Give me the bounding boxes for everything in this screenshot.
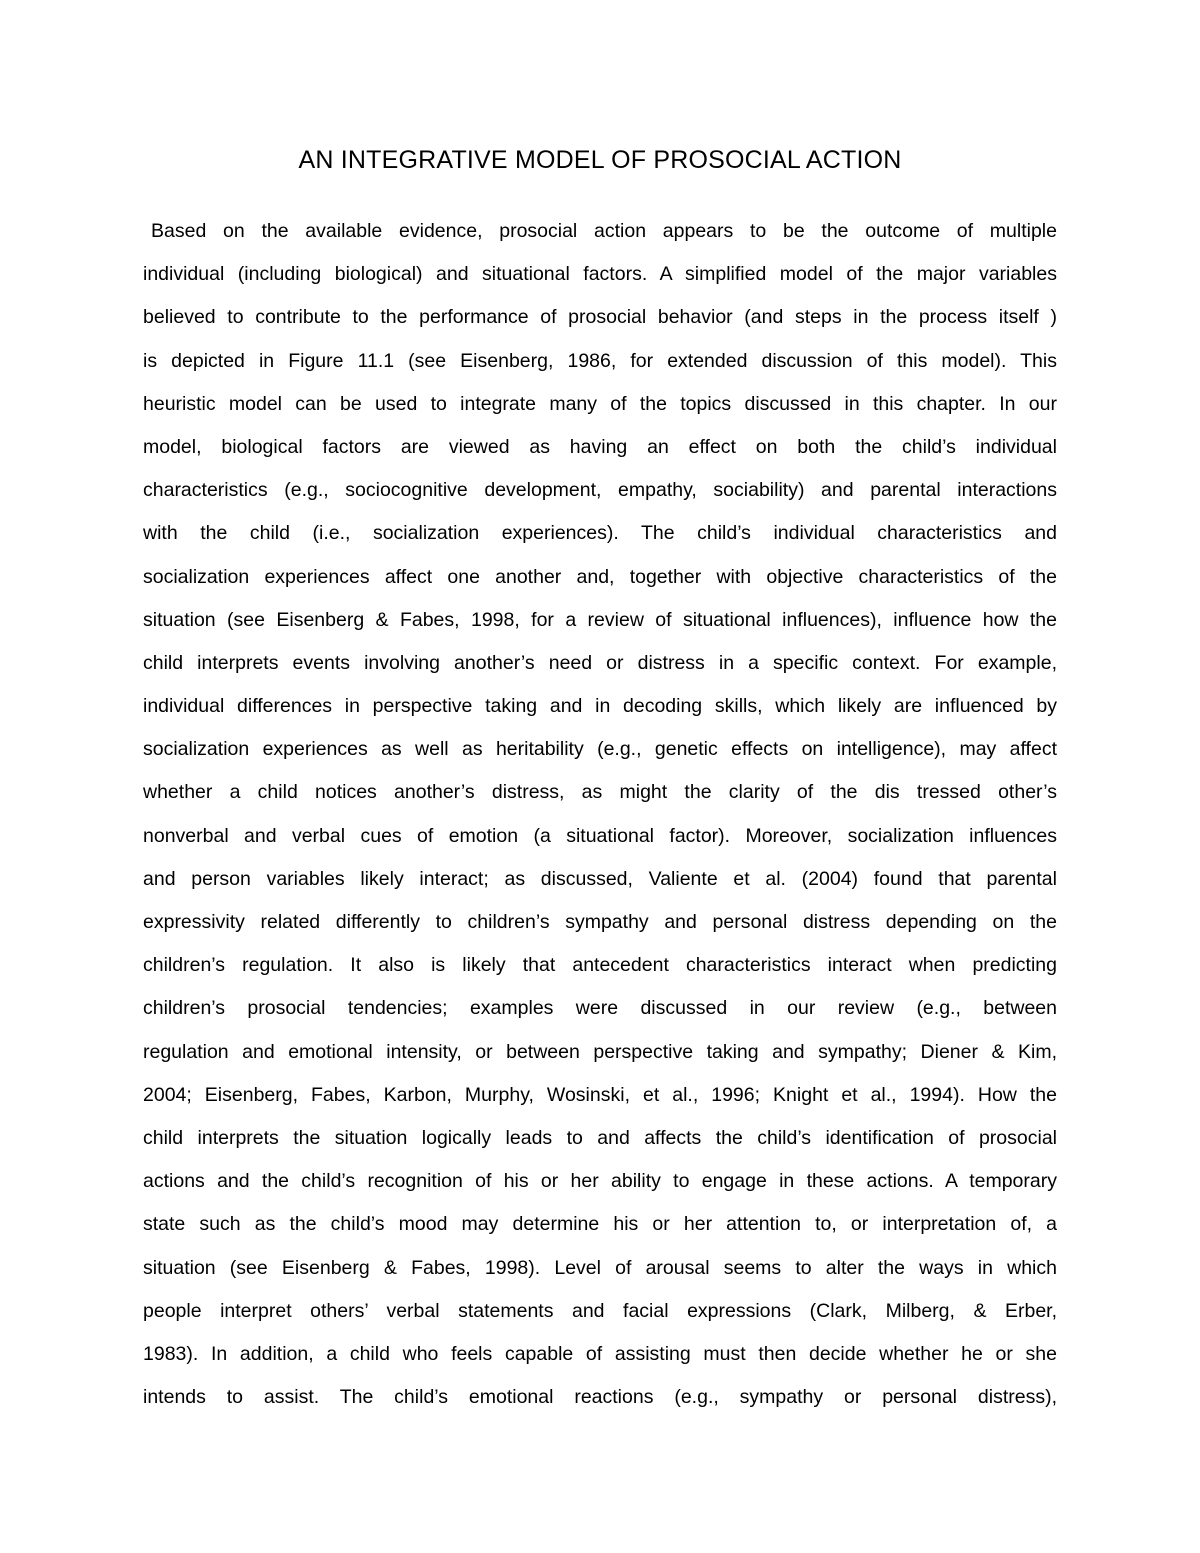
- text-line: child interprets events involving another’s need or distress in a specific context. For example,: [143, 651, 1057, 674]
- text-line: expressivity related differently to children’s sympathy and personal distress depending on the: [143, 911, 1057, 933]
- text-line: socialization experiences as well as heritability (e.g., genetic effects on intelligence), may affect: [143, 738, 1057, 761]
- text-line: individual differences in perspective taking and in decoding skills, which likely are influenced by: [143, 695, 1057, 718]
- text-line: individual (including biological) and situational factors. A simplified model of the major variables: [143, 263, 1057, 286]
- text-line: situation (see Eisenberg & Fabes, 1998, for a review of situational influences), influence how the: [143, 608, 1057, 631]
- text-line: nonverbal and verbal cues of emotion (a situational factor). Moreover, socialization influences: [143, 824, 1057, 847]
- text-line: believed to contribute to the performance of prosocial behavior (and steps in the process itself ): [143, 306, 1057, 329]
- text-line: 2004; Eisenberg, Fabes, Karbon, Murphy, Wosinski, et al., 1996; Knight et al., 1994). How the: [143, 1083, 1057, 1106]
- text-line: whether a child notices another’s distress, as might the clarity of the dis tressed other’s: [143, 781, 1057, 804]
- text-line: people interpret others’ verbal statements and facial expressions (Clark, Milberg, & Erber,: [143, 1299, 1057, 1322]
- text-line: with the child (i.e., socialization experiences). The child’s individual characteristics and: [143, 522, 1057, 545]
- text-line: Based on the available evidence, prosocial action appears to be the outcome of multiple: [151, 220, 1057, 242]
- text-line: actions and the child’s recognition of his or her ability to engage in these actions. A temporary: [143, 1170, 1057, 1193]
- page-title: AN INTEGRATIVE MODEL OF PROSOCIAL ACTION: [298, 146, 902, 174]
- text-line: and person variables likely interact; as discussed, Valiente et al. (2004) found that parental: [143, 867, 1057, 890]
- text-line: children’s prosocial tendencies; examples were discussed in our review (e.g., between: [143, 997, 1057, 1020]
- body-paragraph: [143, 210, 1057, 1419]
- text-line: intends to assist. The child’s emotional reactions (e.g., sympathy or personal distress),: [143, 1386, 1057, 1409]
- text-line: 1983). In addition, a child who feels capable of assisting must then decide whether he or she: [143, 1342, 1057, 1365]
- text-line: regulation and emotional intensity, or between perspective taking and sympathy; Diener & Kim,: [143, 1040, 1057, 1063]
- text-line: children’s regulation. It also is likely that antecedent characteristics interact when predicting: [143, 954, 1057, 977]
- text-line: child interprets the situation logically leads to and affects the child’s identification of prosocial: [143, 1126, 1057, 1149]
- text-line: model, biological factors are viewed as having an effect on both the child’s individual: [143, 435, 1057, 458]
- text-line: socialization experiences affect one another and, together with objective characteristics of the: [143, 565, 1057, 588]
- text-line: heuristic model can be used to integrate many of the topics discussed in this chapter. In our: [143, 392, 1057, 415]
- text-line: is depicted in Figure 11.1 (see Eisenberg, 1986, for extended discussion of this model). This: [143, 349, 1057, 372]
- text-line: characteristics (e.g., sociocognitive development, empathy, sociability) and parental interactions: [143, 479, 1057, 502]
- text-line: situation (see Eisenberg & Fabes, 1998). Level of arousal seems to alter the ways in which: [143, 1256, 1057, 1279]
- text-line: state such as the child’s mood may determine his or her attention to, or interpretation of, a: [143, 1213, 1057, 1236]
